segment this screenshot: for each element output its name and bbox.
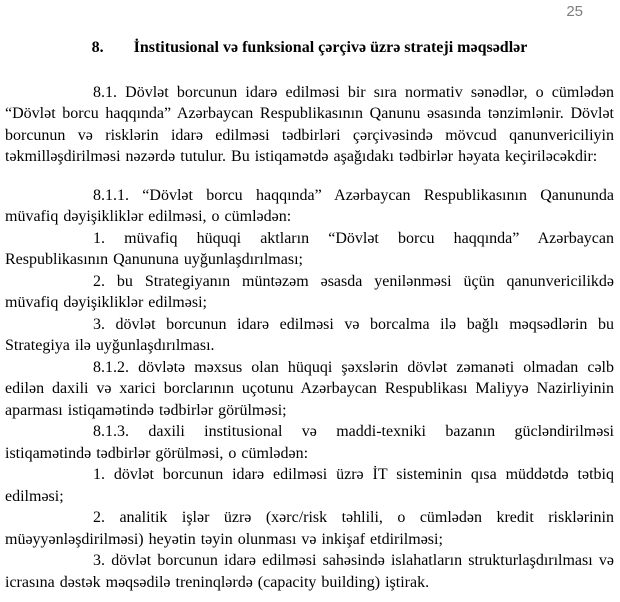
paragraph-8-1: 8.1. Dövlət borcunun idarə edilməsi bir sıra normativ sənədlər, o cümlədən “Dövlət borcu haqqında” Azərbaycan Respublikasının Qanunu əsasında tənzimlənir. Dövlət borcunun və risklərin idarə edilməsi tədbirləri çərçivəsində mövcud qanunvericiliyin təkmilləşdirilməsi nəzərdə tutulur. Bu istiqamətdə aşağıdakı tədbirlər həyata keçiriləcəkdir:: [5, 83, 614, 165]
paragraph-8-1-2: 8.1.2. dövlətə məxsus olan hüquqi şəxslərin dövlət zəmanəti olmadan cəlb edilən daxili və xarici borclarının uçotunu Azərbaycan Respublikası Maliyyə Nazirliyinin aparması istiqamətində tədbirlər görülməsi;: [5, 358, 614, 419]
section-heading-number: 8.: [91, 39, 104, 56]
paragraph-8-1-3-item-2: 2. analitik işlər üzrə (xərc/risk təhlili, o cümlədən kredit risklərinin müəyyənləşdirilməsi) heyətin təyin olunması və inkişaf etdirilməsi;: [5, 509, 614, 548]
paragraph-8-1-3: 8.1.3. daxili institusional və maddi-texniki bazanın gücləndirilməsi istiqamətində tədbirlər görülməsi, o cümlədən:: [5, 423, 614, 462]
paragraph-8-1-1: 8.1.1. “Dövlət borcu haqqında” Azərbaycan Respublikasının Qanununda müvafiq dəyişikliklər edilməsi, o cümlədən:: [5, 186, 614, 225]
page-content: [5, 0, 614, 593]
page-number: 25: [566, 3, 583, 20]
section-heading: [5, 37, 614, 59]
paragraph-8-1-3-item-3: 3. dövlət borcunun idarə edilməsi sahəsində islahatların strukturlaşdırılması və icrasına dəstək məqsədilə treninqlərdə (capacity building) iştirak.: [5, 552, 614, 591]
paragraph-8-1-1-item-1: 1. müvafiq hüquqi aktların “Dövlət borcu haqqında” Azərbaycan Respublikasının Qanununa uyğunlaşdırılması;: [5, 229, 614, 268]
paragraph-8-1-1-item-2: 2. bu Strategiyanın müntəzəm əsasda yenilənməsi üçün qanunvericilikdə müvafiq dəyişikliklər edilməsi;: [5, 272, 614, 311]
paragraph-8-1-3-item-1: 1. dövlət borcunun idarə edilməsi üzrə İT sisteminin qısa müddətdə tətbiq edilməsi;: [5, 466, 614, 505]
section-heading-title: İnstitusional və funksional çərçivə üzrə strateji məqsədlər: [133, 39, 528, 56]
paragraph-8-1-1-item-3: 3. dövlət borcunun idarə edilməsi və borcalma ilə bağlı məqsədlərin bu Strategiya ilə uyğunlaşdırılması.: [5, 315, 614, 354]
